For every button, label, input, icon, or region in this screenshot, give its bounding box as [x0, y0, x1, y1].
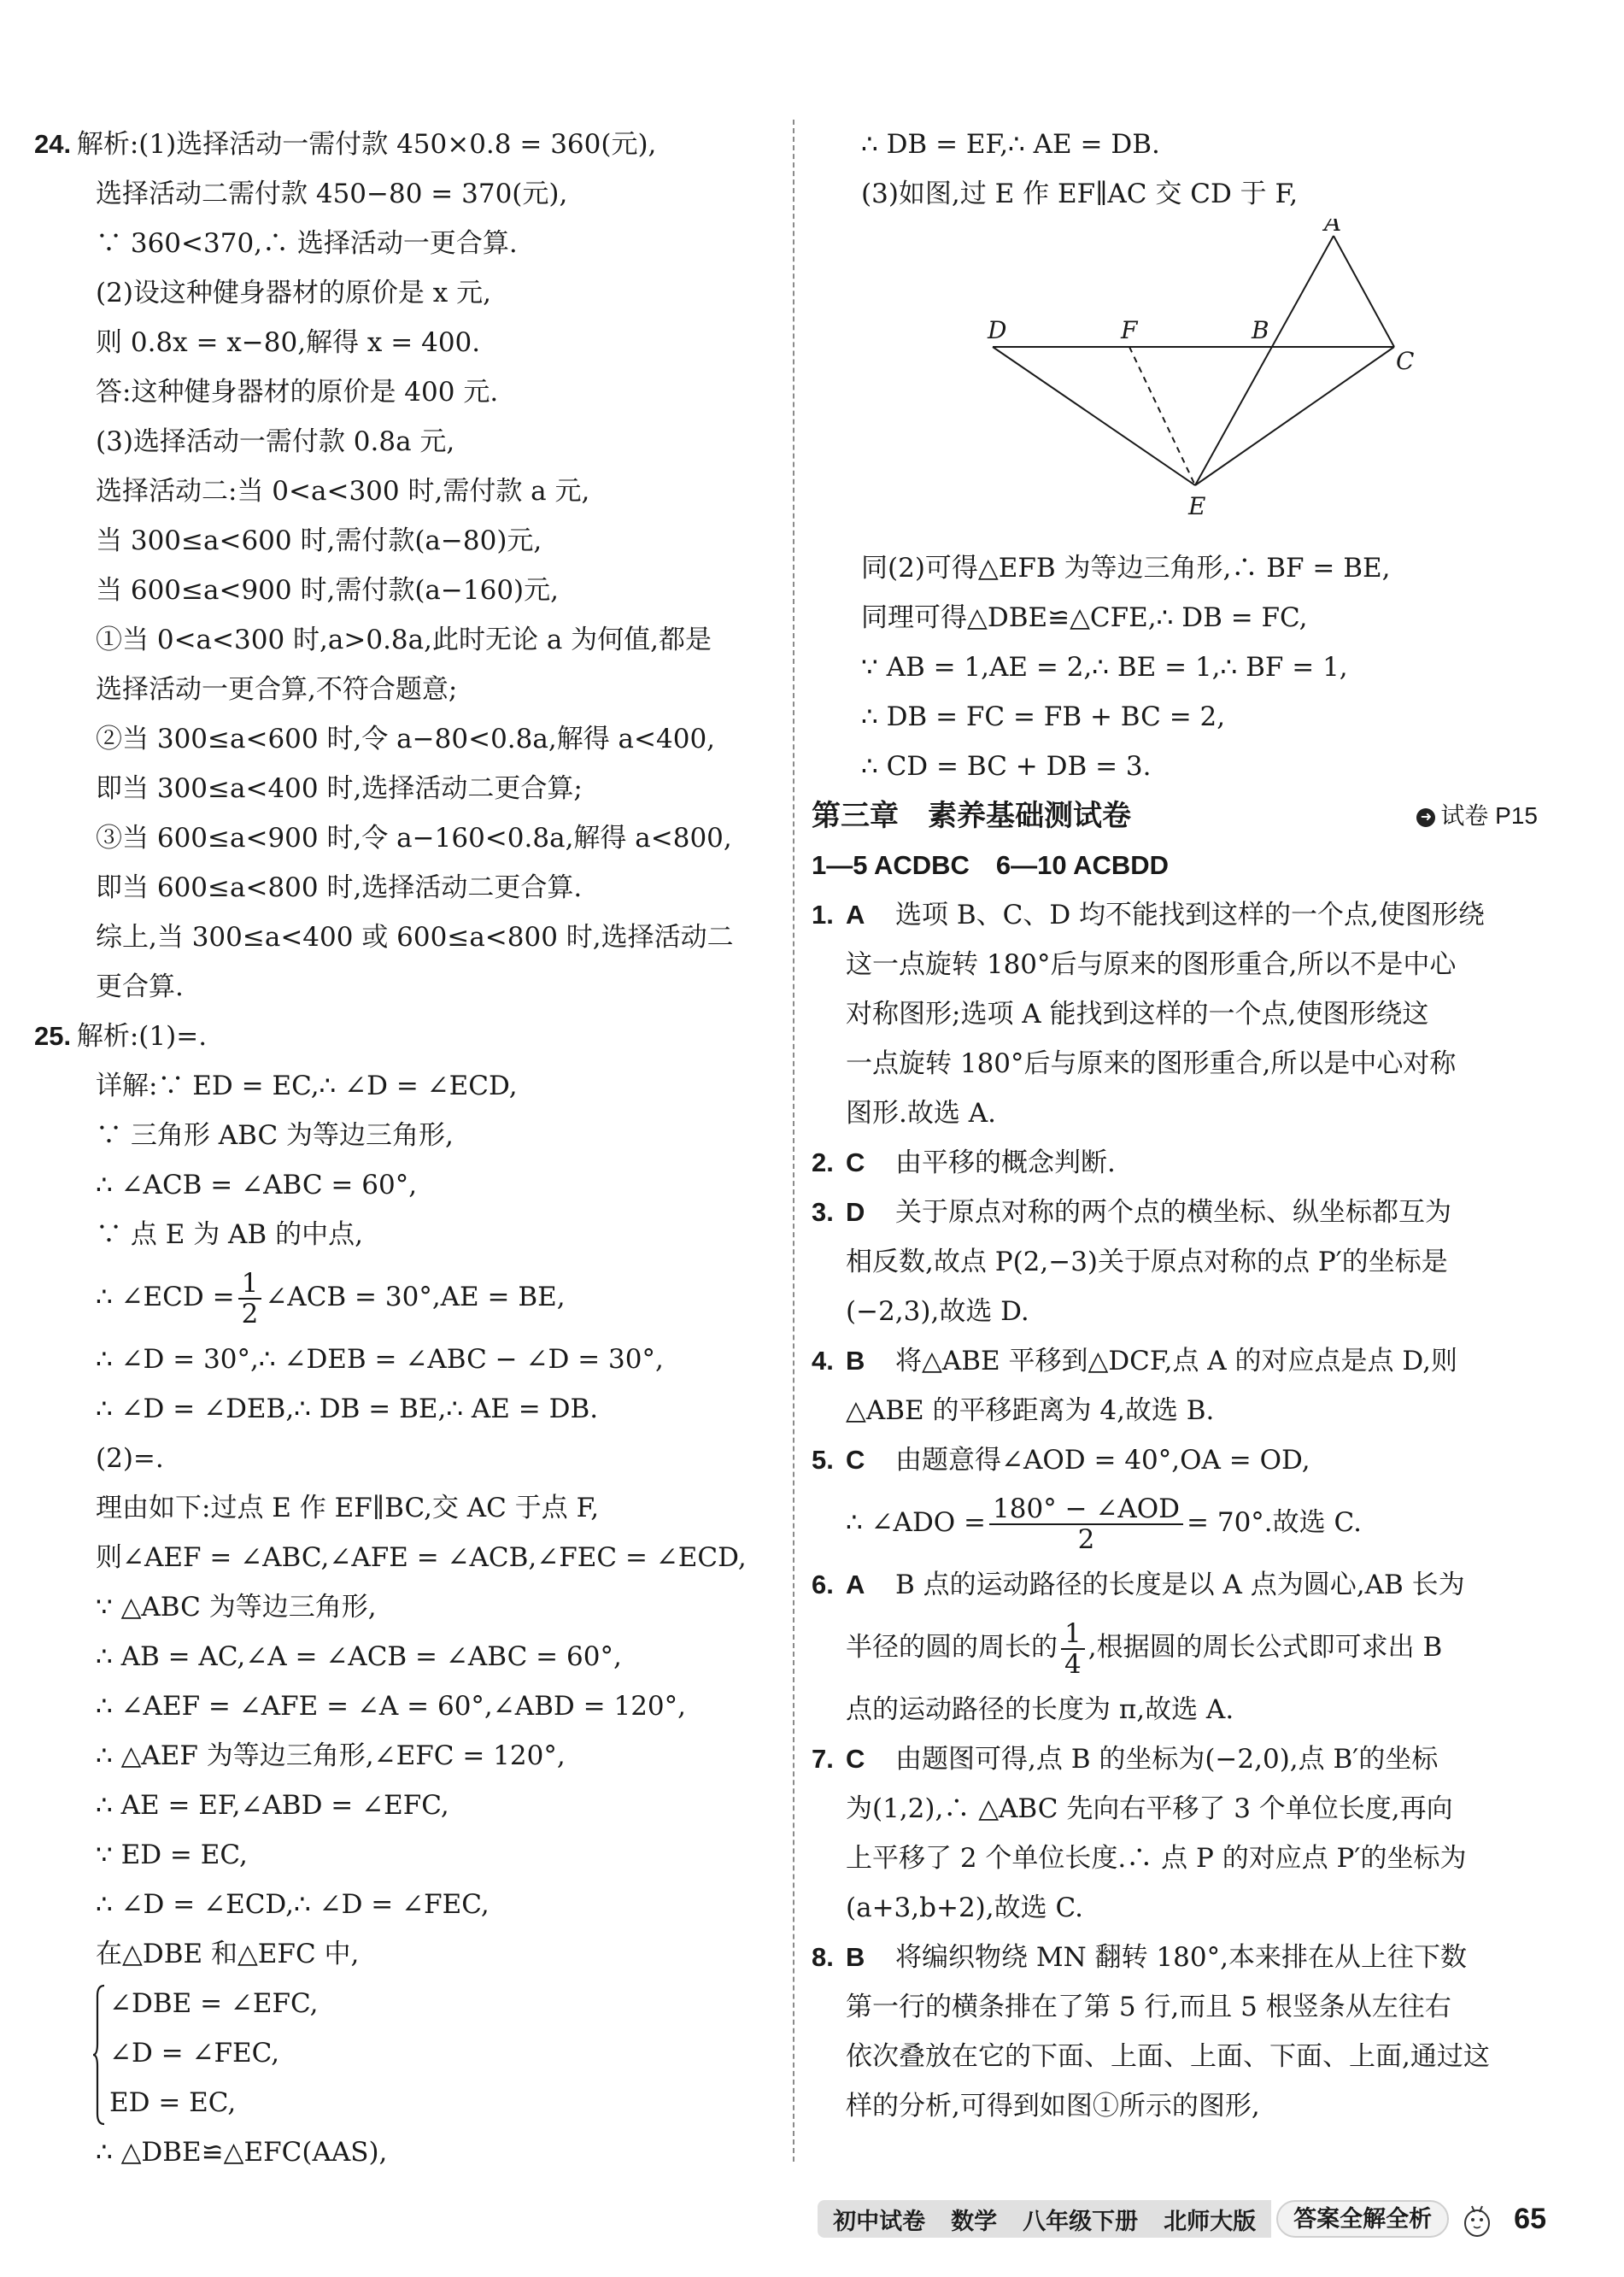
q25-line-15: ∴ △AEF 为等边三角形,∠EFC = 120°, — [96, 1740, 566, 1771]
footer-subject: 数学 — [951, 2208, 998, 2234]
q25-line-4: ∴ ∠ACB = ∠ABC = 60°, — [96, 1170, 418, 1200]
item-7-line-1: 7. C 由题图可得,点 B 的坐标为(−2,0),点 B′的坐标 — [812, 1744, 1439, 1775]
segment-FE-dashed — [1129, 347, 1195, 485]
item-5-line-2: ∴ ∠ADO = $\frac{\text{180° − ∠AOD}}{2}$ = 70°.故选 C. — [846, 1493, 1362, 1555]
right-line-5: ∵ AB = 1,AE = 2,∴ BE = 1,∴ BF = 1, — [861, 652, 1348, 683]
q25-line-13: ∴ AB = AC,∠A = ∠ACB = ∠ABC = 60°, — [96, 1641, 622, 1672]
chapter-title: 第三章 素养基础测试卷 — [812, 799, 1131, 833]
item-1-line-1: 1. A 选项 B、C、D 均不能找到这样的一个点,使图形绕 — [812, 900, 1485, 930]
q25-line-11: 则∠AEF = ∠ABC,∠AFE = ∠ACB,∠FEC = ∠ECD, — [96, 1542, 747, 1573]
q24-line-18: 更合算. — [96, 971, 184, 1002]
q24-line-3: ∵ 360<370,∴ 选择活动一更合算. — [96, 228, 518, 259]
item-8-line-3: 依次叠放在它的下面、上面、上面、下面、上面,通过这 — [846, 2041, 1490, 2072]
right-line-2: (3)如图,过 E 作 EF∥AC 交 CD 于 F, — [861, 179, 1299, 209]
right-line-7: ∴ CD = BC + DB = 3. — [861, 751, 1152, 782]
segment-CE — [1195, 347, 1394, 485]
item-7-line-2: 为(1,2),∴ △ABC 先向右平移了 3 个单位长度,再向 — [846, 1793, 1453, 1824]
q24-line-7: (3)选择活动一需付款 0.8a 元, — [96, 426, 455, 457]
fraction: $\frac{\text{180° − ∠AOD}}{2}$ — [989, 1494, 1183, 1554]
item-3-line-3: (−2,3),故选 D. — [846, 1296, 1029, 1327]
q24-line-10: 当 600≤a<900 时,需付款(a−160)元, — [96, 575, 559, 606]
chapter-reference: ➜ 试卷 P15 — [1416, 791, 1538, 841]
item-2-line-1: 2. C 由平移的概念判断. — [812, 1147, 1116, 1178]
q25-line-16: ∴ AE = EF,∠ABD = ∠EFC, — [96, 1790, 449, 1821]
page-footer — [666, 2194, 1546, 2244]
item-6-line-2: 半径的圆的周长的 $\frac{1}{4}$ ,根据圆的周长公式即可求出 B — [846, 1617, 1443, 1680]
system-line-1: ∠DBE = ∠EFC, — [109, 1988, 319, 2019]
fraction: $\frac{1}{4}$ — [1061, 1619, 1085, 1679]
label-D: D — [988, 316, 1007, 344]
equation-system — [34, 1979, 786, 2127]
item-1-line-2: 这一点旋转 180°后与原来的图形重合,所以不是中心 — [846, 949, 1457, 980]
question-number: 25. — [34, 1021, 72, 1051]
item-7-line-4: (a+3,b+2),故选 C. — [846, 1893, 1083, 1923]
footer-grade: 八年级下册 — [1023, 2208, 1139, 2234]
q25-line-6: ∴ ∠ECD = $\frac{1}{2}$ ∠ACB = 30°,AE = BE, — [96, 1267, 566, 1329]
q25-line-9: (2)=. — [96, 1443, 164, 1474]
item-1-line-3: 对称图形;选项 A 能找到这样的一个点,使图形绕这 — [846, 999, 1429, 1030]
label-A: A — [1324, 219, 1342, 237]
item-6-line-3: 点的运动路径的长度为 π,故选 A. — [846, 1694, 1234, 1725]
system-line-2: ∠D = ∠FEC, — [109, 2038, 280, 2069]
label-C: C — [1396, 347, 1415, 375]
footer-tag: 答案全解全析 — [1276, 2200, 1449, 2238]
q24-line-15: ③当 600≤a<900 时,令 a−160<0.8a,解得 a<800, — [96, 823, 732, 854]
right-line-1: ∴ DB = EF,∴ AE = DB. — [861, 129, 1160, 160]
item-1-line-5: 图形.故选 A. — [846, 1098, 996, 1129]
q24-line-5: 则 0.8x = x−80,解得 x = 400. — [96, 327, 481, 358]
q25-line-5: ∵ 点 E 为 AB 的中点, — [96, 1219, 363, 1250]
fraction: $\frac{1}{2}$ — [238, 1269, 262, 1329]
geometry-figure — [812, 219, 1538, 543]
segment-AC — [1334, 236, 1394, 347]
left-column — [34, 120, 786, 2177]
arrow-right-icon: ➜ — [1416, 808, 1435, 827]
label-E: E — [1188, 492, 1206, 520]
q24-line-14: 即当 300≤a<400 时,选择活动二更合算; — [96, 773, 583, 804]
footer-edition: 北师大版 — [1164, 2208, 1257, 2234]
label-F: F — [1121, 316, 1138, 344]
q24-line-1: 24. 解析:(1)选择活动一需付款 450×0.8 = 360(元), — [34, 120, 786, 169]
q24-line-2: 选择活动二需付款 450−80 = 370(元), — [96, 179, 568, 209]
q25-line-10: 理由如下:过点 E 作 EF∥BC,交 AC 于点 F, — [96, 1493, 600, 1523]
q24-line-8: 选择活动二:当 0<a<300 时,需付款 a 元, — [96, 476, 590, 507]
q24-line-11: ①当 0<a<300 时,a>0.8a,此时无论 a 为何值,都是 — [96, 625, 712, 655]
item-1-line-4: 一点旋转 180°后与原来的图形重合,所以是中心对称 — [846, 1048, 1457, 1079]
triangle-figure — [812, 219, 1538, 543]
segment-DE — [993, 347, 1195, 485]
q24-line-6: 答:这种健身器材的原价是 400 元. — [96, 377, 499, 408]
system-line-3: ED = EC, — [109, 2087, 237, 2118]
right-line-3: 同(2)可得△EFB 为等边三角形,∴ BF = BE, — [861, 553, 1391, 584]
question-number: 24. — [34, 129, 72, 159]
q25-line-14: ∴ ∠AEF = ∠AFE = ∠A = 60°,∠ABD = 120°, — [96, 1691, 686, 1722]
mascot-icon — [1457, 2199, 1497, 2239]
q24-line-9: 当 300≤a<600 时,需付款(a−80)元, — [96, 525, 542, 556]
footer-series: 初中试卷 — [833, 2208, 926, 2234]
q24-line-17: 综上,当 300≤a<400 或 600≤a<800 时,选择活动二 — [96, 922, 734, 953]
item-4-line-1: 4. B 将△ABE 平移到△DCF,点 A 的对应点是点 D,则 — [812, 1346, 1457, 1376]
q25-line-2: 详解:∵ ED = EC,∴ ∠D = ∠ECD, — [96, 1071, 518, 1101]
q25-line-17: ∵ ED = EC, — [96, 1840, 248, 1870]
item-4-line-2: △ABE 的平移距离为 4,故选 B. — [846, 1395, 1215, 1426]
item-8-line-4: 样的分析,可得到如图①所示的图形, — [846, 2091, 1260, 2121]
chapter-header — [812, 791, 1538, 841]
segment-AE — [1195, 236, 1334, 485]
q25-line-20: ∴ △DBE≌△EFC(AAS), — [96, 2137, 388, 2168]
q24-line-13: ②当 300≤a<600 时,令 a−80<0.8a,解得 a<400, — [96, 724, 716, 754]
column-divider — [793, 120, 794, 2162]
item-6-line-1: 6. A B 点的运动路径的长度是以 A 点为圆心,AB 长为 — [812, 1570, 1465, 1600]
item-7-line-3: 上平移了 2 个单位长度.∴ 点 P 的对应点 P′的坐标为 — [846, 1843, 1467, 1874]
item-3-line-2: 相反数,故点 P(2,−3)关于原点对称的点 P′的坐标是 — [846, 1247, 1448, 1277]
page-number: 65 — [1514, 2202, 1546, 2235]
q24-line-12: 选择活动一更合算,不符合题意; — [96, 674, 458, 705]
q25-line-8: ∴ ∠D = ∠DEB,∴ DB = BE,∴ AE = DB. — [96, 1394, 599, 1424]
q25-line-12: ∵ △ABC 为等边三角形, — [96, 1592, 377, 1623]
item-5-line-1: 5. C 由题意得∠AOD = 40°,OA = OD, — [812, 1445, 1310, 1476]
label-B: B — [1252, 316, 1269, 344]
item-3-line-1: 3. D 关于原点对称的两个点的横坐标、纵坐标都互为 — [812, 1197, 1451, 1228]
q25-line-1: 25. 解析:(1)=. — [34, 1012, 786, 1061]
right-line-6: ∴ DB = FC = FB + BC = 2, — [861, 701, 1226, 732]
footer-band — [818, 2200, 1271, 2238]
q25-line-18: ∴ ∠D = ∠ECD,∴ ∠D = ∠FEC, — [96, 1889, 490, 1920]
q25-line-19: 在△DBE 和△EFC 中, — [96, 1939, 360, 1969]
answer-key: 1—5 ACDBC 6—10 ACBDD — [812, 850, 1170, 880]
right-column — [812, 120, 1538, 2131]
item-8-line-2: 第一行的横条排在了第 5 行,而且 5 根竖条从左往右 — [846, 1992, 1451, 2022]
q24-line-16: 即当 600≤a<800 时,选择活动二更合算. — [96, 872, 583, 903]
q24-line-4: (2)设这种健身器材的原价是 x 元, — [96, 278, 491, 308]
item-8-line-1: 8. B 将编织物绕 MN 翻转 180°,本来排在从上往下数 — [812, 1942, 1467, 1973]
q25-line-7: ∴ ∠D = 30°,∴ ∠DEB = ∠ABC − ∠D = 30°, — [96, 1344, 664, 1375]
right-line-4: 同理可得△DBE≌△CFE,∴ DB = FC, — [861, 602, 1308, 633]
q25-line-3: ∵ 三角形 ABC 为等边三角形, — [96, 1120, 454, 1151]
